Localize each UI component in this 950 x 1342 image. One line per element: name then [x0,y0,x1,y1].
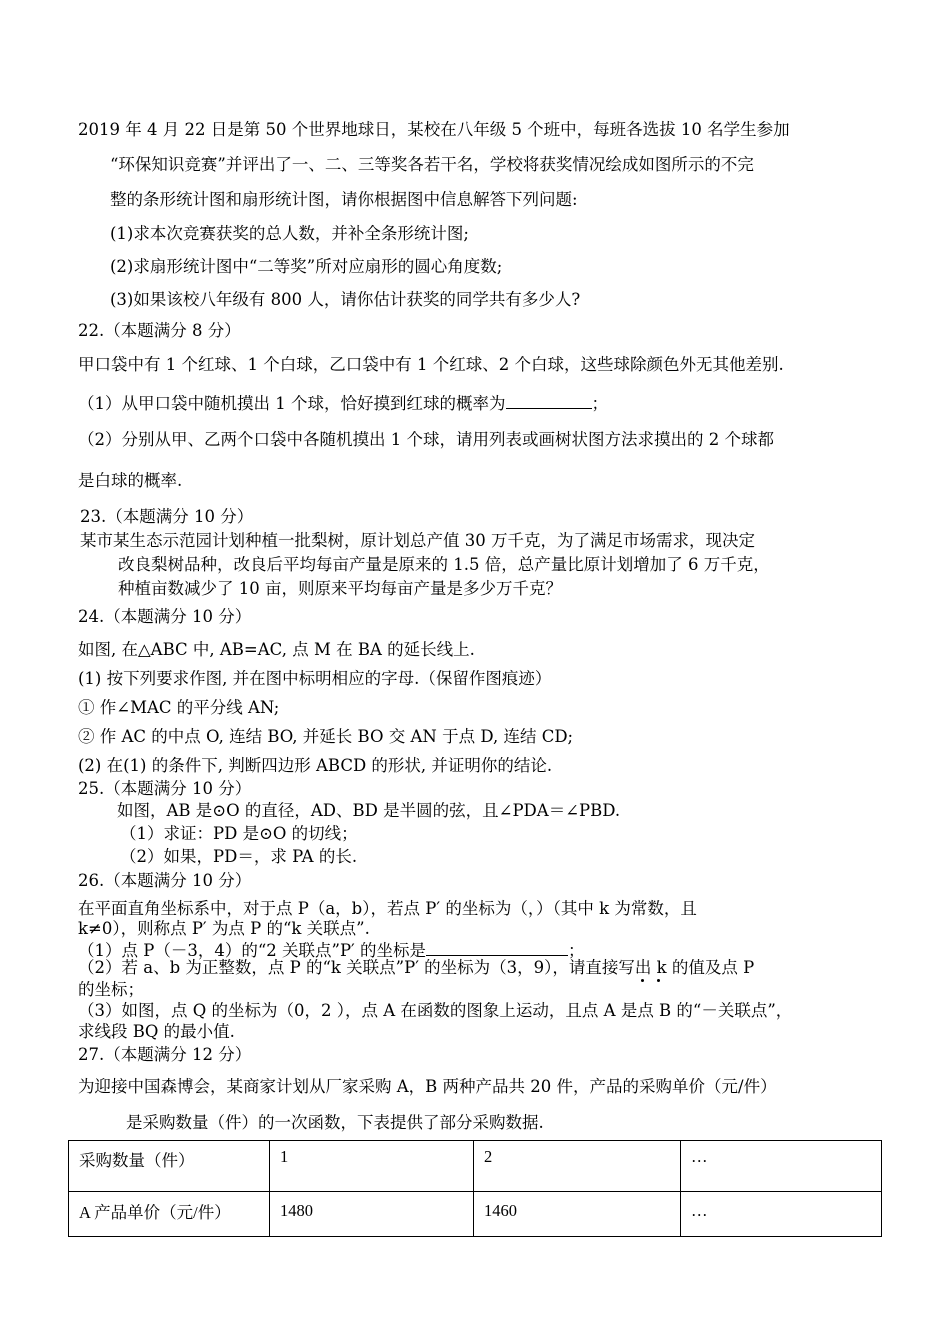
table-cell: … [681,1141,882,1192]
q23-line3: 种植亩数减少了 10 亩，则原来平均每亩产量是多少万千克？ [118,579,562,598]
table-row [69,1192,882,1237]
table-cell: 2 [474,1141,681,1192]
q26-line4: （2）若 a、b 为正整数，点 P 的“k 关联点”P′ 的坐标为（3，9），请直接写出 k 的值及点 P [78,958,755,977]
q21-part1: (1)求本次竞赛获奖的总人数，并补全条形统计图; [110,224,469,243]
q24-line4: ② 作 AC 的中点 O, 连结 BO, 并延长 BO 交 AN 于点 D, 连结 CD; [78,727,574,746]
table-cell: A 产品单价（元/件） [69,1192,270,1237]
q26-line7: 求线段 BQ 的最小值. [78,1022,235,1041]
q26-line6: （3）如图，点 Q 的坐标为（0，2 ），点 A 在函数的图象上运动，且点 A 是点 B 的“－关联点”， [78,1001,793,1020]
q23-heading: 23.（本题满分 10 分） [80,507,254,526]
q22-stem: 甲口袋中有 1 个红球、1 个白球，乙口袋中有 1 个红球、2 个白球，这些球除颜色外无其他差别. [78,355,784,374]
q24-line2: (1) 按下列要求作图, 并在图中标明相应的字母.（保留作图痕迹） [78,669,552,688]
table-row [69,1141,882,1192]
q26-line3-end: ； [568,941,585,960]
table-cell: … [681,1192,882,1237]
q27-heading: 27.（本题满分 12 分） [78,1045,252,1064]
q26-line3-text: （1）点 P（－3，4）的“2 关联点”P′ 的坐标是 [78,941,427,960]
q22-heading: 22.（本题满分 8 分） [78,321,241,340]
q21-stem-line2: “环保知识竞赛”并评出了一、二、三等奖各若干名，学校将获奖情况绘成如图所示的不完 [110,155,754,174]
q21-part2: (2)求扇形统计图中“二等奖”所对应扇形的圆心角度数; [110,257,503,276]
q22-part2-cont: 是白球的概率. [78,471,183,490]
q25-heading: 25.（本题满分 10 分） [78,779,252,798]
q26-line1: 在平面直角坐标系中，对于点 P（a，b），若点 P′ 的坐标为（，）（其中 k 为常数，且 [78,899,697,918]
q22-part2: （2）分别从甲、乙两个口袋中各随机摸出 1 个球，请用列表或画树状图方法求摸出的 2 个球都 [78,430,774,449]
q27-line2: 是采购数量（件）的一次函数，下表提供了部分采购数据. [126,1113,544,1132]
q22-part1-end: ； [591,394,608,413]
q26-heading: 26.（本题满分 10 分） [78,871,252,890]
q25-line3: （2）如果，PD＝，求 PA 的长. [120,847,358,866]
table-cell: 1460 [474,1192,681,1237]
q23-line1: 某市某生态示范园计划种植一批梨树，原计划总产值 30 万千克，为了满足市场需求，现决定 [80,531,755,550]
q24-line5: (2) 在(1) 的条件下, 判断四边形 ABCD 的形状, 并证明你的结论. [78,756,553,775]
answer-blank [506,390,592,409]
table-cell: 1480 [270,1192,474,1237]
table-cell: 采购数量（件） [69,1141,270,1192]
q21-part3: (3)如果该校八年级有 800 人，请你估计获奖的同学共有多少人? [110,290,581,309]
q24-heading: 24.（本题满分 10 分） [78,607,252,626]
q21-stem-line3: 整的条形统计图和扇形统计图，请你根据图中信息解答下列问题: [110,190,578,209]
emphasis-dot [641,979,644,982]
emphasis-dot [657,979,660,982]
q22-part1 [78,390,608,415]
q24-line3: ① 作∠MAC 的平分线 AN; [78,698,280,717]
q25-line1: 如图，AB 是⊙O 的直径，AD、BD 是半圆的弦，且∠PDA＝∠PBD. [117,801,621,820]
q23-line2: 改良梨树品种，改良后平均每亩产量是原来的 1.5 倍，总产量比原计划增加了 6 万千克， [118,555,770,574]
q25-line2: （1）求证：PD 是⊙O 的切线； [120,824,358,843]
q21-stem-line1: 2019 年 4 月 22 日是第 50 个世界地球日，某校在八年级 5 个班中，每班各选拔 10 名学生参加 [78,120,790,139]
purchase-data-table [68,1140,882,1237]
q27-line1: 为迎接中国森博会，某商家计划从厂家采购 A，B 两种产品共 20 件，产品的采购单价（元/件） [78,1077,777,1096]
q26-line5: 的坐标； [78,980,144,999]
q22-part1-text: （1）从甲口袋中随机摸出 1 个球，恰好摸到红球的概率为 [78,394,506,413]
q24-line1: 如图, 在△ABC 中, AB=AC, 点 M 在 BA 的延长线上. [78,640,475,659]
table-cell: 1 [270,1141,474,1192]
q26-line2: k≠0），则称点 P′ 为点 P 的“k 关联点”. [78,919,370,938]
answer-blank [426,937,568,956]
